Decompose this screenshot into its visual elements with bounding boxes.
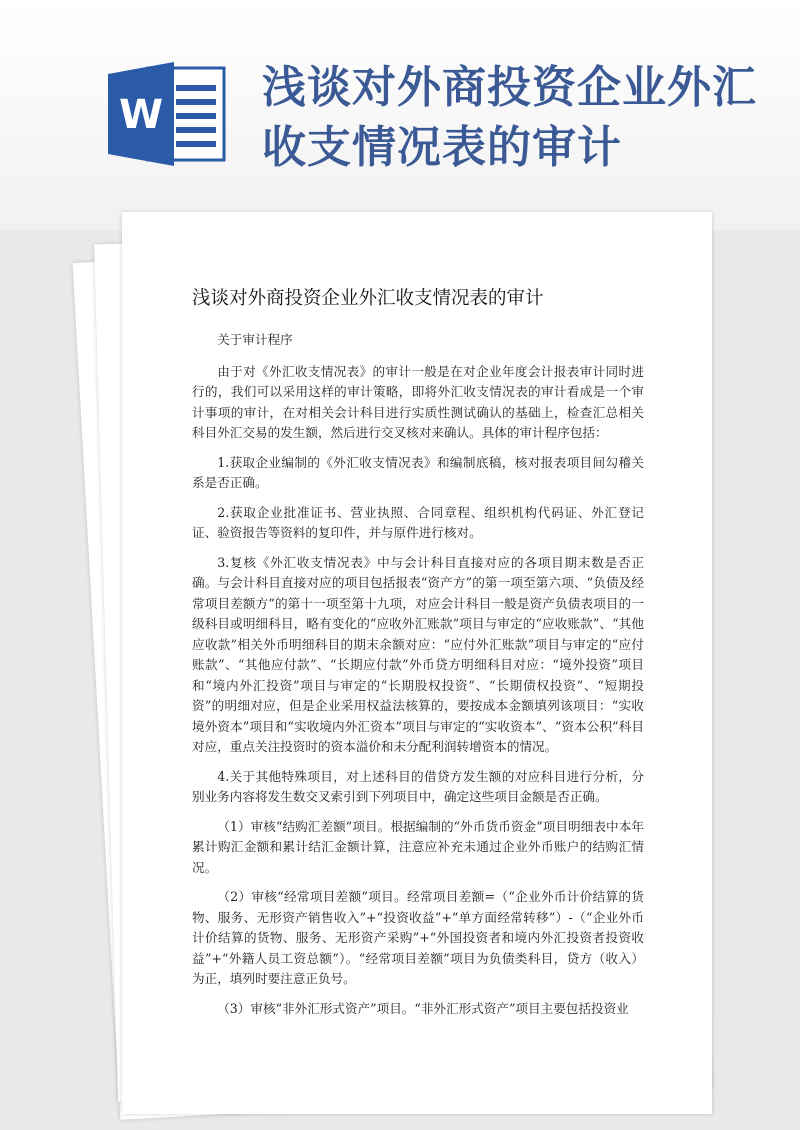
document-body (192, 330, 644, 1028)
paragraph-item-2: （2）审核“经常项目差额”项目。经常项目差额=（“企业外币计价结算的货物、服务、无形资产销售收入”+“投资收益”+“单方面经常转移”）-（“企业外币计价结算的货物、服务、无形资产采购”+“外国投资者和境内外汇投资者投资收益”+“外籍人员工资总额”）。“经常项目差额”项目为负债类科目，贷方（收入）为正，填列时要注意正负号。 (192, 889, 644, 986)
word-icon-letter: W (118, 92, 164, 138)
word-document-icon (108, 60, 228, 168)
document-title: 浅谈对外商投资企业外汇收支情况表的审计 (192, 288, 544, 309)
section-heading: 关于审计程序 (217, 332, 293, 347)
banner (0, 0, 800, 230)
paragraph-step-3: 3.复核《外汇收支情况表》中与会计科目直接对应的各项目期末数是否正确。与会计科目直接对应的项目包括报表“资产方”的第一项至第六项、“负债及经常项目差额方”的第十一项至第十九项，对应会计科目一般是资产负债表项目的一级科目或明细科目，略有变化的“应收外汇账款”项目与审定的“应收账款”、“其他应收款”相关外币明细科目的期末余额对应：“应付外汇账款”项目与审定的“应付账款”、“其他应付款”、“长期应付款”外币贷方明细科目对应：“境外投资”项目和“境内外汇投资”项目与审定的“长期股权投资”、“长期债权投资”、“短期投资”的明细对应，但是企业采用权益法核算的，要按成本金额填列该项目：“实收境外资本”项目和“实收境内外汇资本”项目与审定的“实收资本”、“资本公积”科目对应，重点关注投资时的资本溢价和未分配利润转增资本的情况。 (192, 554, 644, 754)
banner-title: 浅谈对外商投资企业外汇收支情况表的审计 (262, 62, 757, 173)
paragraph-step-2: 2.获取企业批准证书、营业执照、合同章程、组织机构代码证、外汇登记证、验资报告等资料的复印件，并与原件进行核对。 (192, 504, 644, 540)
paragraph-intro: 由于对《外汇收支情况表》的审计一般是在对企业年度会计报表审计同时进行的，我们可以采用这样的审计策略，即将外汇收支情况表的审计看成是一个审计事项的审计，在对相关会计科目进行实质性测试确认的基础上，检查汇总相关科目外汇交易的发生额，然后进行交叉核对来确认。具体的审计程序包括： (192, 363, 644, 440)
document-page (122, 212, 712, 1114)
paragraph-item-3: （3）审核“非外汇形式资产”项目。“非外汇形式资产”项目主要包括投资业 (217, 1000, 629, 1016)
paragraph-step-1: 1.获取企业编制的《外汇收支情况表》和编制底稿，核对报表项目间勾稽关系是否正确。 (192, 454, 644, 490)
paragraph-item-1: （1）审核“结购汇差额”项目。根据编制的“外币货币资金”项目明细表中本年累计购汇金额和累计结汇金额计算，注意应补充未通过企业外币账户的结购汇情况。 (192, 818, 644, 875)
paragraph-step-4: 4.关于其他特殊项目，对上述科目的借贷方发生额的对应科目进行分析，分别业务内容将发生数交叉索引到下列项目中，确定这些项目金额是否正确。 (192, 768, 644, 804)
